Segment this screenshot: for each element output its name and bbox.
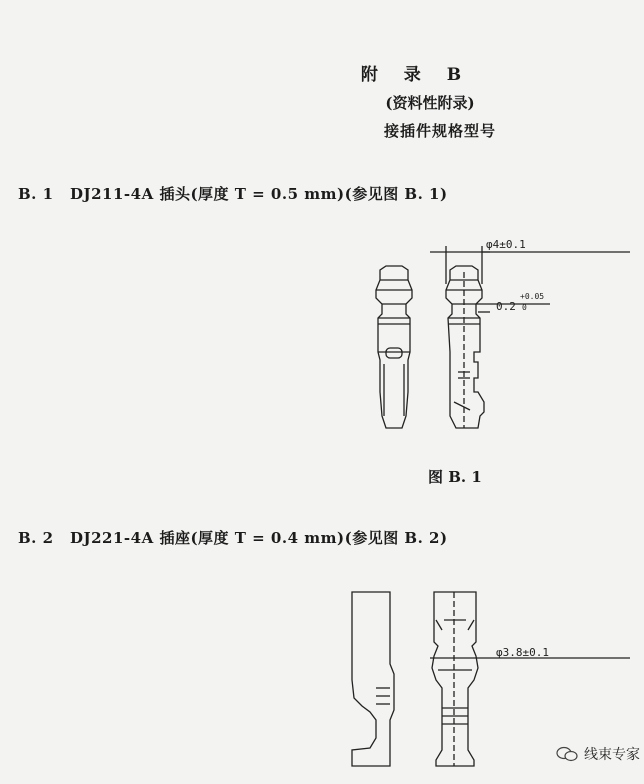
plug-thickness-dimension: 0.2 [496,300,516,313]
section-number: B. 1 [18,185,54,203]
figure-b1-caption: 图 B. 1 [428,468,482,486]
section-number: B. 2 [18,529,54,547]
section-text: DJ221-4A 插座(厚度 T = 0.4 mm)(参见图 B. 2) [70,529,448,547]
socket-side-view [430,592,630,766]
appendix-note: (资料性附录) [385,94,475,112]
section-text: DJ211-4A 插头(厚度 T = 0.5 mm)(参见图 B. 1) [70,185,448,203]
watermark [556,744,640,764]
appendix-title: 附 录 B [360,65,472,85]
wechat-logo-icon [556,746,578,762]
watermark-text: 线束专家 [584,747,640,763]
appendix-subtitle: 接插件规格型号 [383,122,496,140]
plug-tolerance-upper: +0.05 [520,292,545,301]
plug-front-view [376,266,412,428]
figure-b2-drawing [340,580,640,770]
figure-b1-drawing [350,232,640,442]
plug-tolerance-lower: 0 [522,303,527,312]
plug-diameter-dimension: φ4±0.1 [486,238,526,251]
socket-front-view [352,592,394,766]
section-b2-heading [18,527,448,548]
section-b1-heading [18,183,448,204]
socket-diameter-dimension: φ3.8±0.1 [496,646,549,659]
plug-side-view [446,266,484,428]
